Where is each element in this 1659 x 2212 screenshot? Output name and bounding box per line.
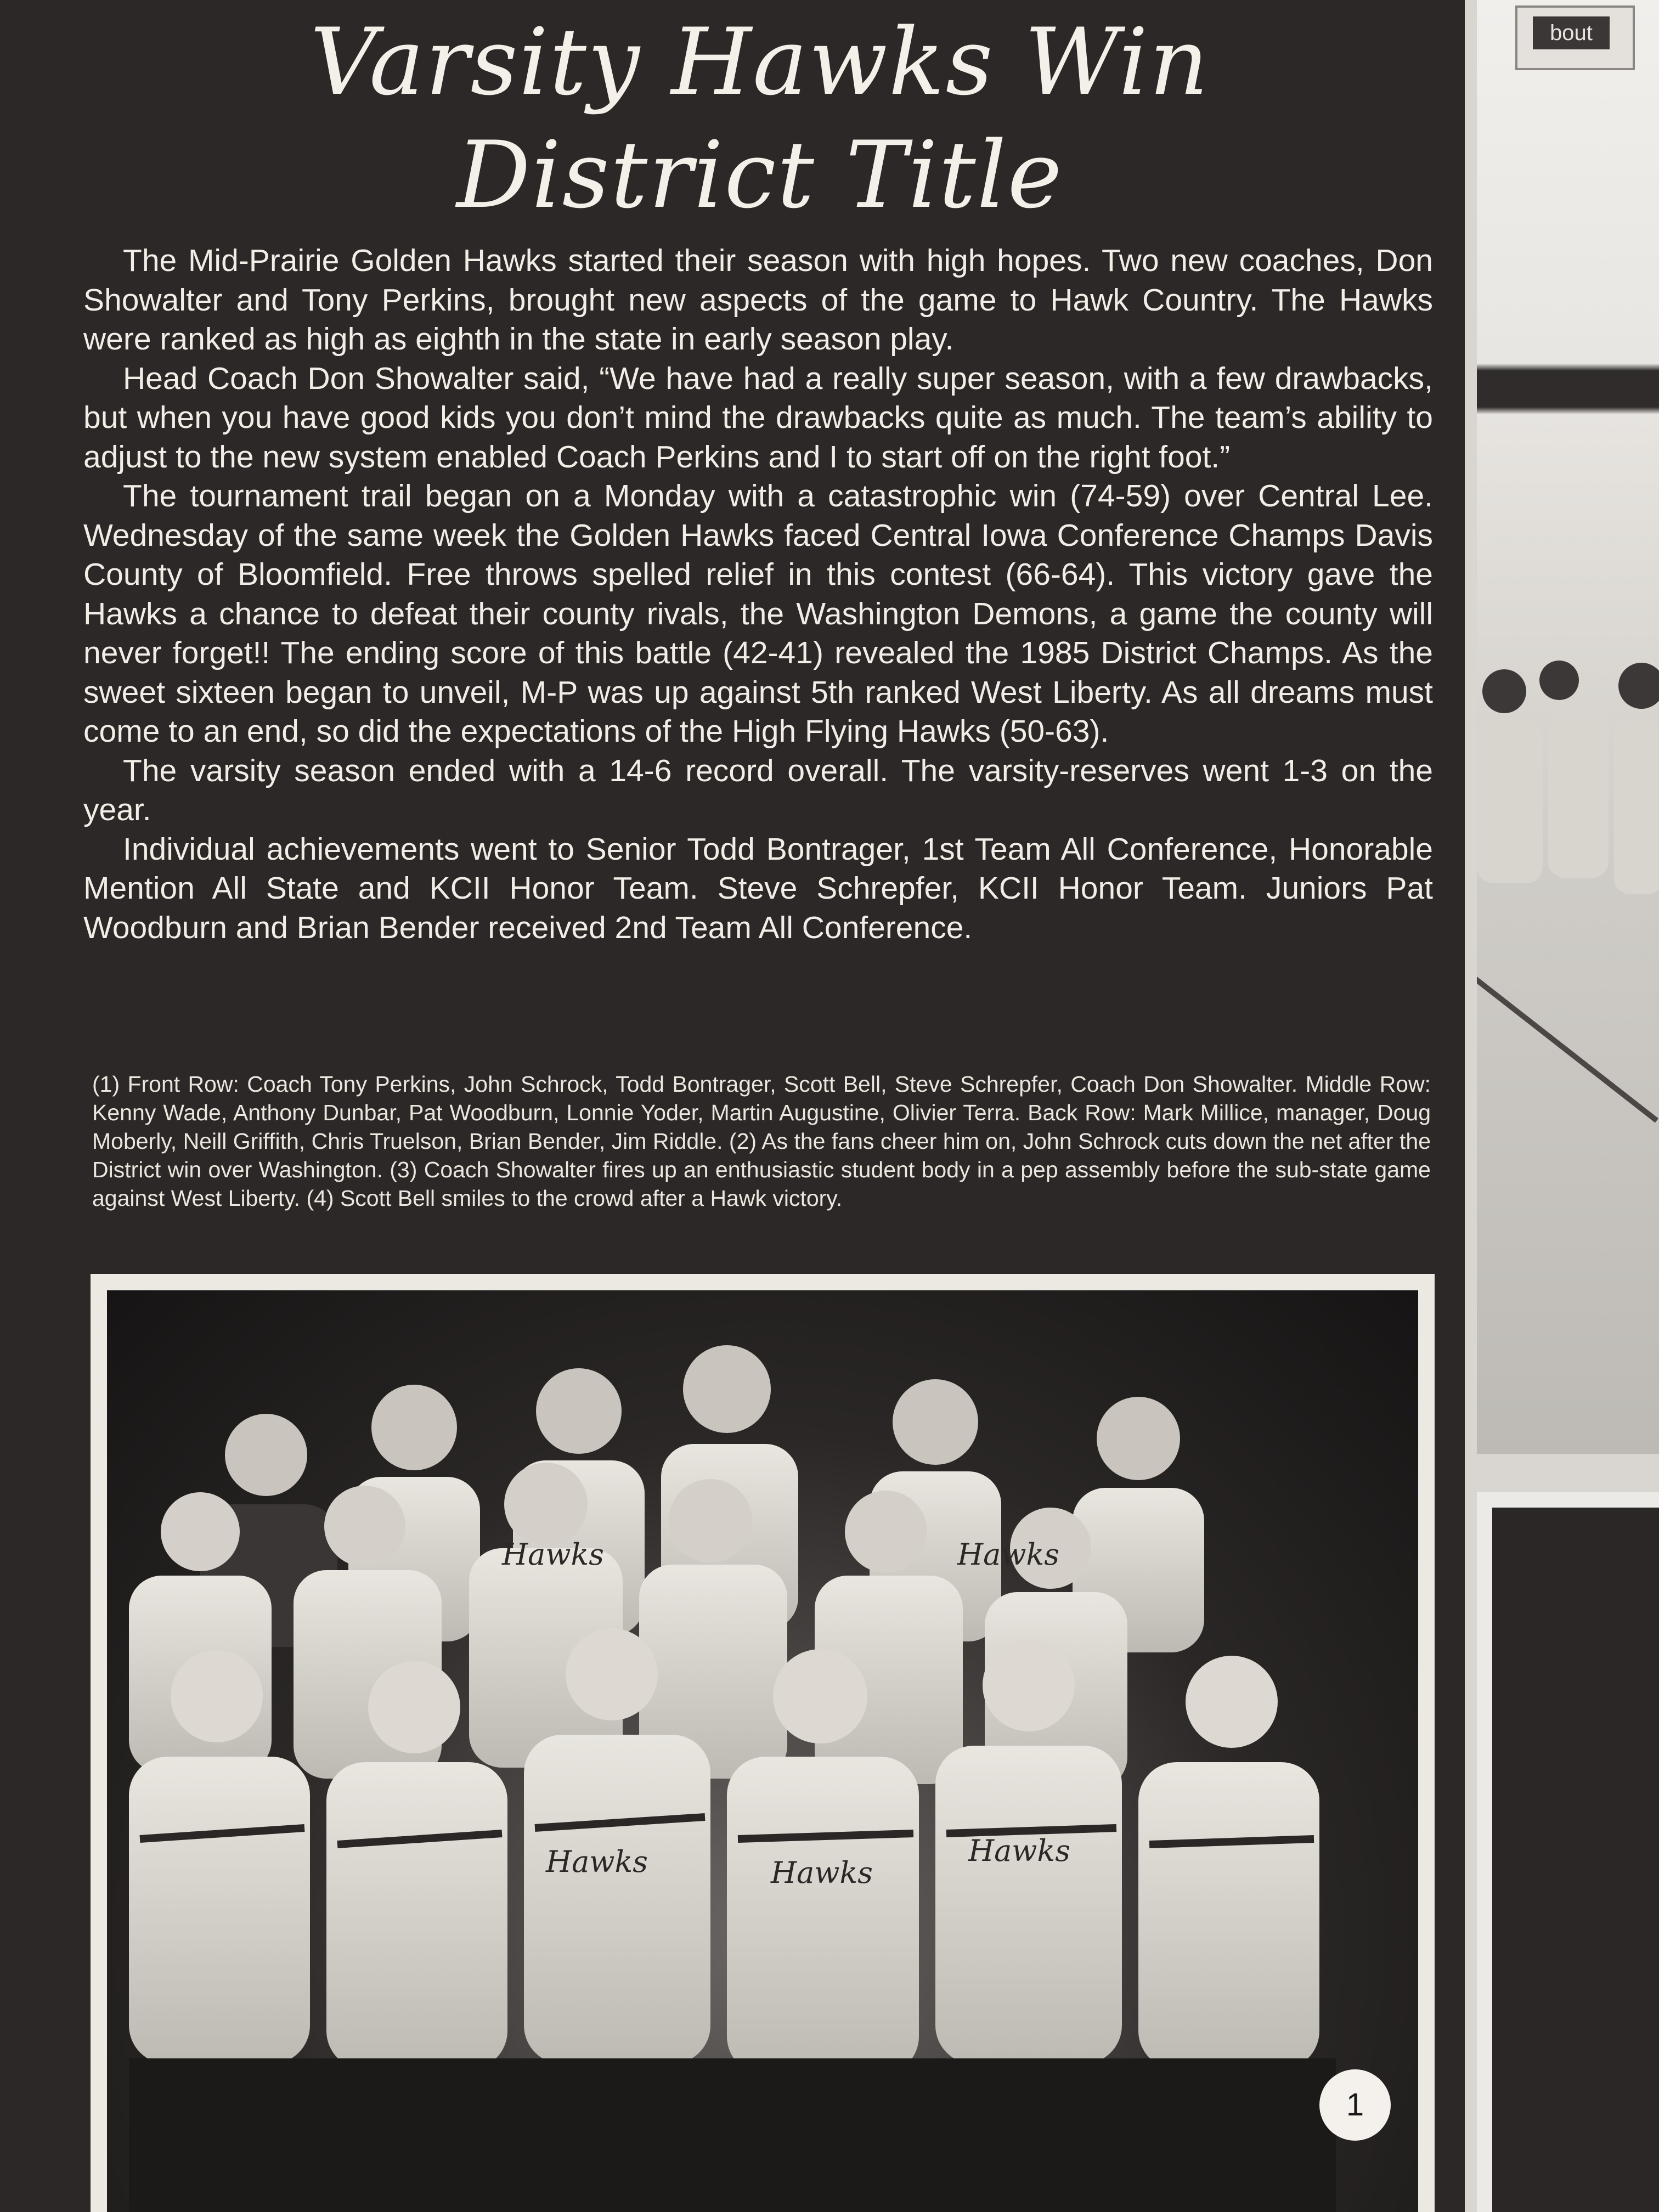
scoreboard-sign (1515, 5, 1635, 70)
photo-number-badge: 1 (1319, 2069, 1391, 2141)
article-paragraph: Individual achievements went to Senior Todd Bontrager, 1st Team All Conference, Honorable Mention All State and KCII Honor Team. Steve Schrepfer, KCII Honor Team. Juniors Pat Woodburn and Brian Bender received 2nd Team All Conference. (83, 831, 1433, 945)
court-line (1477, 977, 1658, 1122)
jersey-lettering: Hawks (968, 1833, 1070, 1868)
jersey-lettering: Hawks (546, 1844, 648, 1879)
team-photo (107, 1290, 1418, 2212)
jersey-lettering: Hawks (957, 1537, 1059, 1572)
team-photo-illustration (107, 1290, 1418, 2212)
photo-caption: (1) Front Row: Coach Tony Perkins, John Schrock, Todd Bontrager, Scott Bell, Steve Schrepfer, Coach Don Showalter. Middle Row: Kenny Wade, Anthony Dunbar, Pat Woodburn, Lonnie Yoder, Martin Augustine, Olivier Terra. Back Row: Mark Millice, manager, Doug Moberly, Neill Griffith, Chris Truelson, Brian Bender, Jim Riddle. (2) As the fans cheer him on, John Schrock cuts down the net after the District win over Washington. (3) Coach Showalter fires up an enthusiastic student body in a pep assembly before the sub-state game against West Liberty. (4) Scott Bell smiles to the crowd after a Hawk victory. (92, 1071, 1431, 1211)
jersey-lettering: Hawks (502, 1537, 604, 1572)
headline-line-2: District Title (456, 121, 1063, 229)
crowd-illustration (1477, 647, 1659, 955)
adjacent-photo-gym (1477, 0, 1659, 1454)
team-photo-frame (91, 1274, 1435, 2212)
jersey-lettering: Hawks (771, 1855, 873, 1890)
adjacent-photo-dark-image (1492, 1508, 1659, 2212)
headline-line-1: Varsity Hawks Win (310, 8, 1210, 116)
adjacent-photo-dark (1477, 1492, 1659, 2212)
article-body (83, 241, 1433, 947)
scoreboard-sign-text: bout (1533, 16, 1610, 49)
article-paragraph: The varsity season ended with a 14-6 record overall. The varsity-reserves went 1-3 on the year. (83, 753, 1433, 827)
article-paragraph: Head Coach Don Showalter said, “We have had a really super season, with a few drawbacks, but when you have good kids you don’t mind the drawbacks quite as much. The team’s ability to adjust to the new system enabled Coach Perkins and I to start off on the right foot.” (83, 360, 1433, 475)
article-paragraph: The Mid-Prairie Golden Hawks started their season with high hopes. Two new coaches, Don Showalter and Tony Perkins, brought new aspects of the game to Hawk Country. The Hawks were ranked as high as eighth in the state in early season play. (83, 243, 1433, 357)
article-paragraph: The tournament trail began on a Monday with a catastrophic win (74-59) over Central Lee. Wednesday of the same week the Golden Hawks faced Central Iowa Conference Champs Davis County of Bloomfield. Free throws spelled relief in this contest (66-64). This victory gave the Hawks a chance to defeat their county rivals, the Washington Demons, a game the county will never forget!! The ending score of this battle (42-41) revealed the 1985 District Champs. As the sweet sixteen began to unveil, M-P was up against 5th ranked West Liberty. As all dreams must come to an end, so did the expectations of the High Flying Hawks (50-63). (83, 478, 1433, 749)
adjacent-page-photos (1465, 0, 1659, 2212)
headline (110, 5, 1410, 232)
